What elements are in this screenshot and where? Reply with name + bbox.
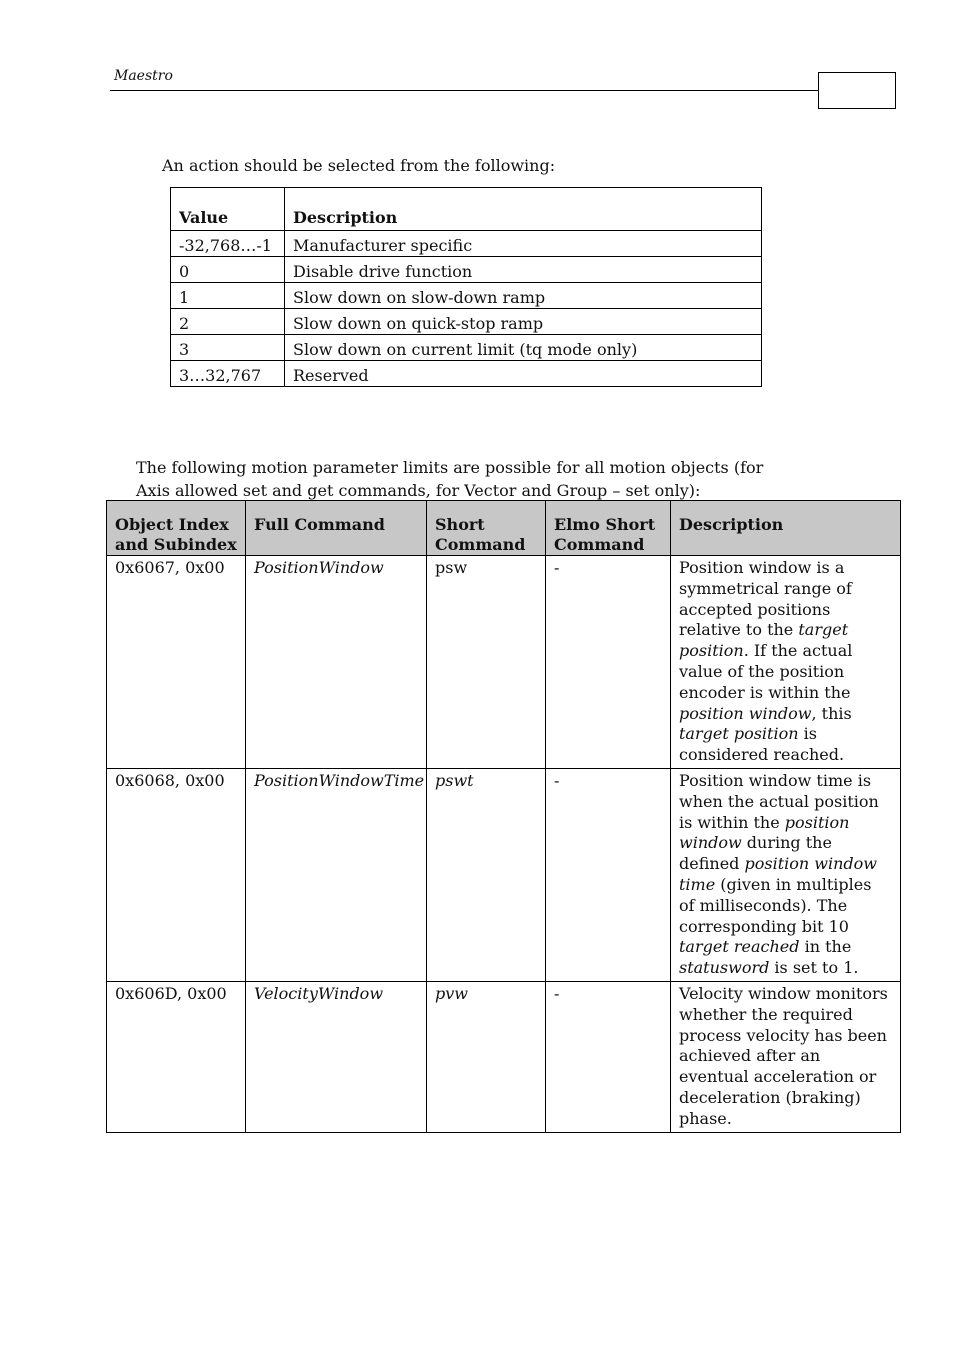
short-command-cell: pswt [427, 768, 546, 981]
description-text: , this [811, 703, 852, 723]
description-text: is set to 1. [769, 958, 859, 978]
full-command-cell: PositionWindow [246, 556, 427, 769]
action-value-cell: 0 [171, 257, 285, 283]
description-text: Velocity window monitors whether the required process velocity has been achieved after an eventual acceleration or deceleration (braking) phase. [679, 983, 888, 1128]
running-header-title: Maestro [114, 68, 173, 84]
table-row [171, 309, 762, 335]
col-object-index: Object Index and Subindex [107, 501, 246, 556]
description-text: (given in multiples of milliseconds). The corresponding bit 10 [679, 874, 872, 936]
description-text: Position window time is when the actual position is within the [679, 770, 879, 832]
description-term: position window [679, 812, 850, 853]
elmo-command-cell: - [546, 556, 671, 769]
action-table [170, 187, 762, 387]
col-full-command: Full Command [246, 501, 427, 556]
description-text: during the defined [679, 833, 832, 874]
description-term: target position [679, 620, 849, 661]
action-description-cell: Manufacturer specific [285, 231, 762, 257]
elmo-command-cell: - [546, 768, 671, 981]
action-col-value: Value [171, 188, 285, 231]
col-description: Description [671, 501, 901, 556]
action-description-cell: Slow down on slow-down ramp [285, 283, 762, 309]
object-index-cell: 0x606D, 0x00 [107, 981, 246, 1132]
limits-table-header-row [107, 501, 901, 556]
action-value-cell: 2 [171, 309, 285, 335]
object-index-cell: 0x6067, 0x00 [107, 556, 246, 769]
motion-limits-table [106, 500, 901, 1133]
description-text: . If the actual value of the position encoder is within the [679, 641, 853, 702]
description-term: statusword [679, 958, 770, 978]
action-description-cell: Reserved [285, 361, 762, 387]
description-term: target position [679, 724, 799, 744]
elmo-command-cell: - [546, 981, 671, 1132]
table-row [171, 361, 762, 387]
description-cell [671, 556, 901, 769]
description-text: in the [799, 937, 852, 957]
description-cell [671, 981, 901, 1132]
action-table-header-row [171, 188, 762, 231]
description-cell [671, 768, 901, 981]
action-value-cell: -32,768…-1 [171, 231, 285, 257]
action-description-cell: Disable drive function [285, 257, 762, 283]
description-term: position window [679, 703, 812, 723]
header-rule [110, 90, 818, 91]
description-term: target reached [679, 937, 800, 957]
action-description-cell: Slow down on quick-stop ramp [285, 309, 762, 335]
description-text: is considered reached. [679, 724, 845, 765]
action-description-cell: Slow down on current limit (tq mode only) [285, 335, 762, 361]
action-intro-text: An action should be selected from the following: [162, 156, 556, 175]
description-text: Position window is a symmetrical range of accepted positions relative to the [679, 558, 852, 640]
description-term: position window time [679, 854, 877, 894]
table-row [107, 981, 901, 1132]
action-value-cell: 3…32,767 [171, 361, 285, 387]
short-command-cell: pvw [427, 981, 546, 1132]
page-number-box [818, 72, 896, 109]
table-row [171, 257, 762, 283]
action-col-description: Description [285, 188, 762, 231]
col-short-command: Short Command [427, 501, 546, 556]
table-row [171, 335, 762, 361]
object-index-cell: 0x6068, 0x00 [107, 768, 246, 981]
col-elmo-short-command: Elmo Short Command [546, 501, 671, 556]
action-value-cell: 1 [171, 283, 285, 309]
table-row [171, 231, 762, 257]
full-command-cell: VelocityWindow [246, 981, 427, 1132]
table-row [171, 283, 762, 309]
table-row [107, 556, 901, 769]
short-command-cell: psw [427, 556, 546, 769]
limits-intro-text: The following motion parameter limits are possible for all motion objects (for Axis allowed set and get commands, for Vector and Group – set only): [136, 458, 764, 500]
table-row [107, 768, 901, 981]
full-command-cell: PositionWindowTime [246, 768, 427, 981]
action-value-cell: 3 [171, 335, 285, 361]
